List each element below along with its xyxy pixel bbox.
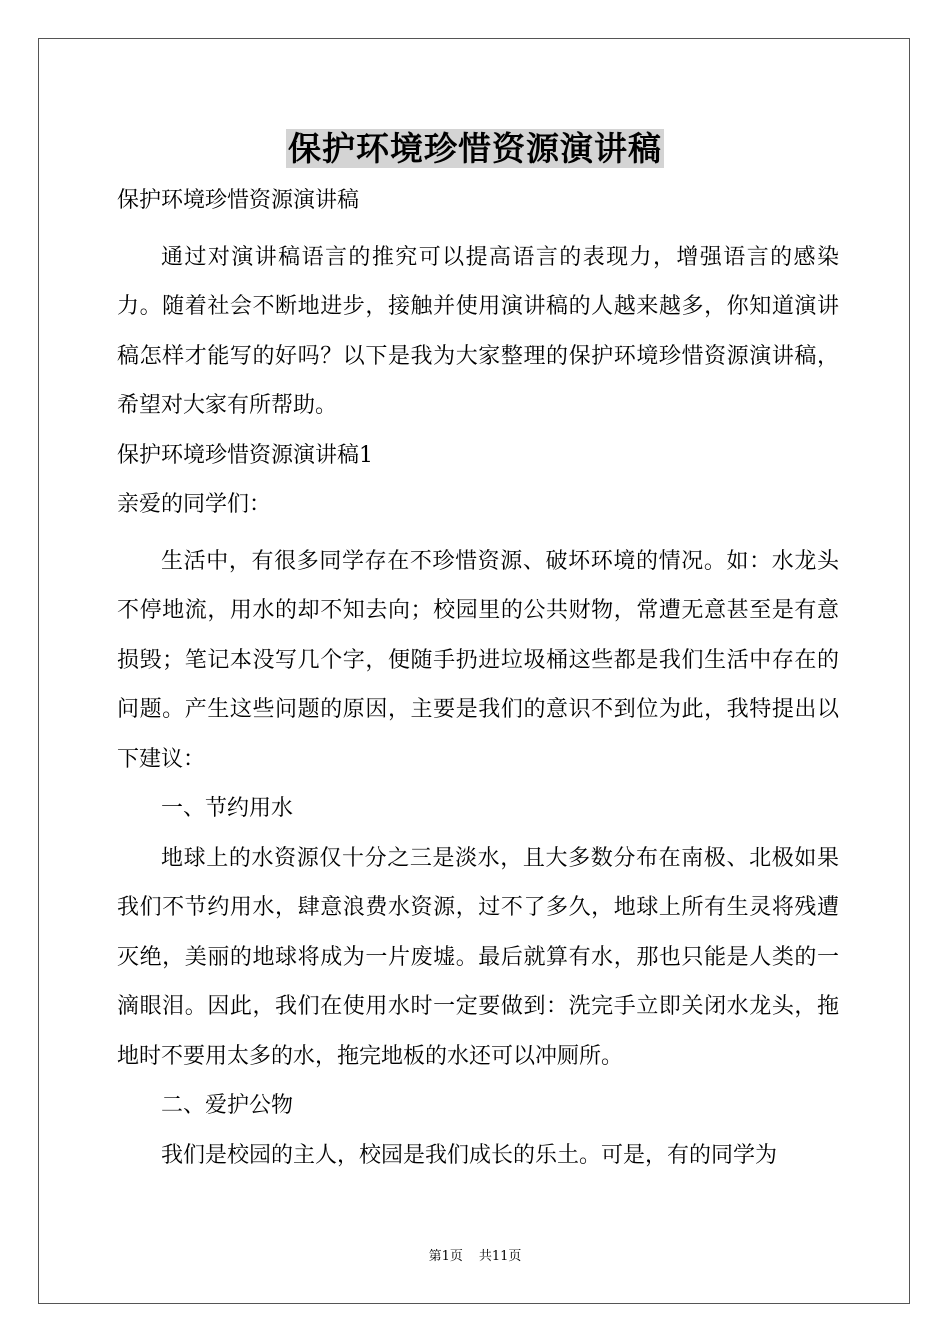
page-number: 第1页 xyxy=(428,1249,463,1264)
point-heading-property: 二、爱护公物 xyxy=(161,1093,294,1118)
salutation: 亲爱的同学们： xyxy=(117,492,272,517)
subtitle-line: 保护环境珍惜资源演讲稿 xyxy=(117,188,360,213)
document-body xyxy=(117,176,839,1180)
page-total: 共11页 xyxy=(478,1249,522,1264)
body-paragraph: 生活中，有很多同学存在不珍惜资源、破坏环境的情况。如：水龙头不停地流，用水的却不知去向；校园里的公共财物，常遭无意甚至是有意损毁；笔记本没写几个字，便随手扔进垃圾桶这些都是我们生活中存在的问题。产生这些问题的原因，主要是我们的意识不到位为此，我特提出以下建议： xyxy=(117,548,839,772)
body-paragraph: 我们是校园的主人，校园是我们成长的乐土。可是，有的同学为 xyxy=(161,1142,778,1168)
body-paragraph: 地球上的水资源仅十分之三是淡水，且大多数分布在南极、北极如果我们不节约用水，肆意浪费水资源，过不了多久，地球上所有生灵将残遭灭绝，美丽的地球将成为一片废墟。最后就算有水，那也只能是人类的一滴眼泪。因此，我们在使用水时一定要做到：洗完手立即关闭水龙头，拖地时不要用太多的水，拖完地板的水还可以冲厕所。 xyxy=(117,845,839,1069)
page-footer xyxy=(0,1248,950,1266)
document-title xyxy=(0,124,950,174)
section-heading: 保护环境珍惜资源演讲稿1 xyxy=(117,442,373,468)
point-heading-water: 一、节约用水 xyxy=(161,796,294,821)
intro-paragraph: 通过对演讲稿语言的推究可以提高语言的表现力，增强语言的感染力。随着社会不断地进步，接触并使用演讲稿的人越来越多，你知道演讲稿怎样才能写的好吗？以下是我为大家整理的保护环境珍惜资源演讲稿，希望对大家有所帮助。 xyxy=(117,244,839,418)
title-text: 保护环境珍惜资源演讲稿 xyxy=(288,129,662,168)
